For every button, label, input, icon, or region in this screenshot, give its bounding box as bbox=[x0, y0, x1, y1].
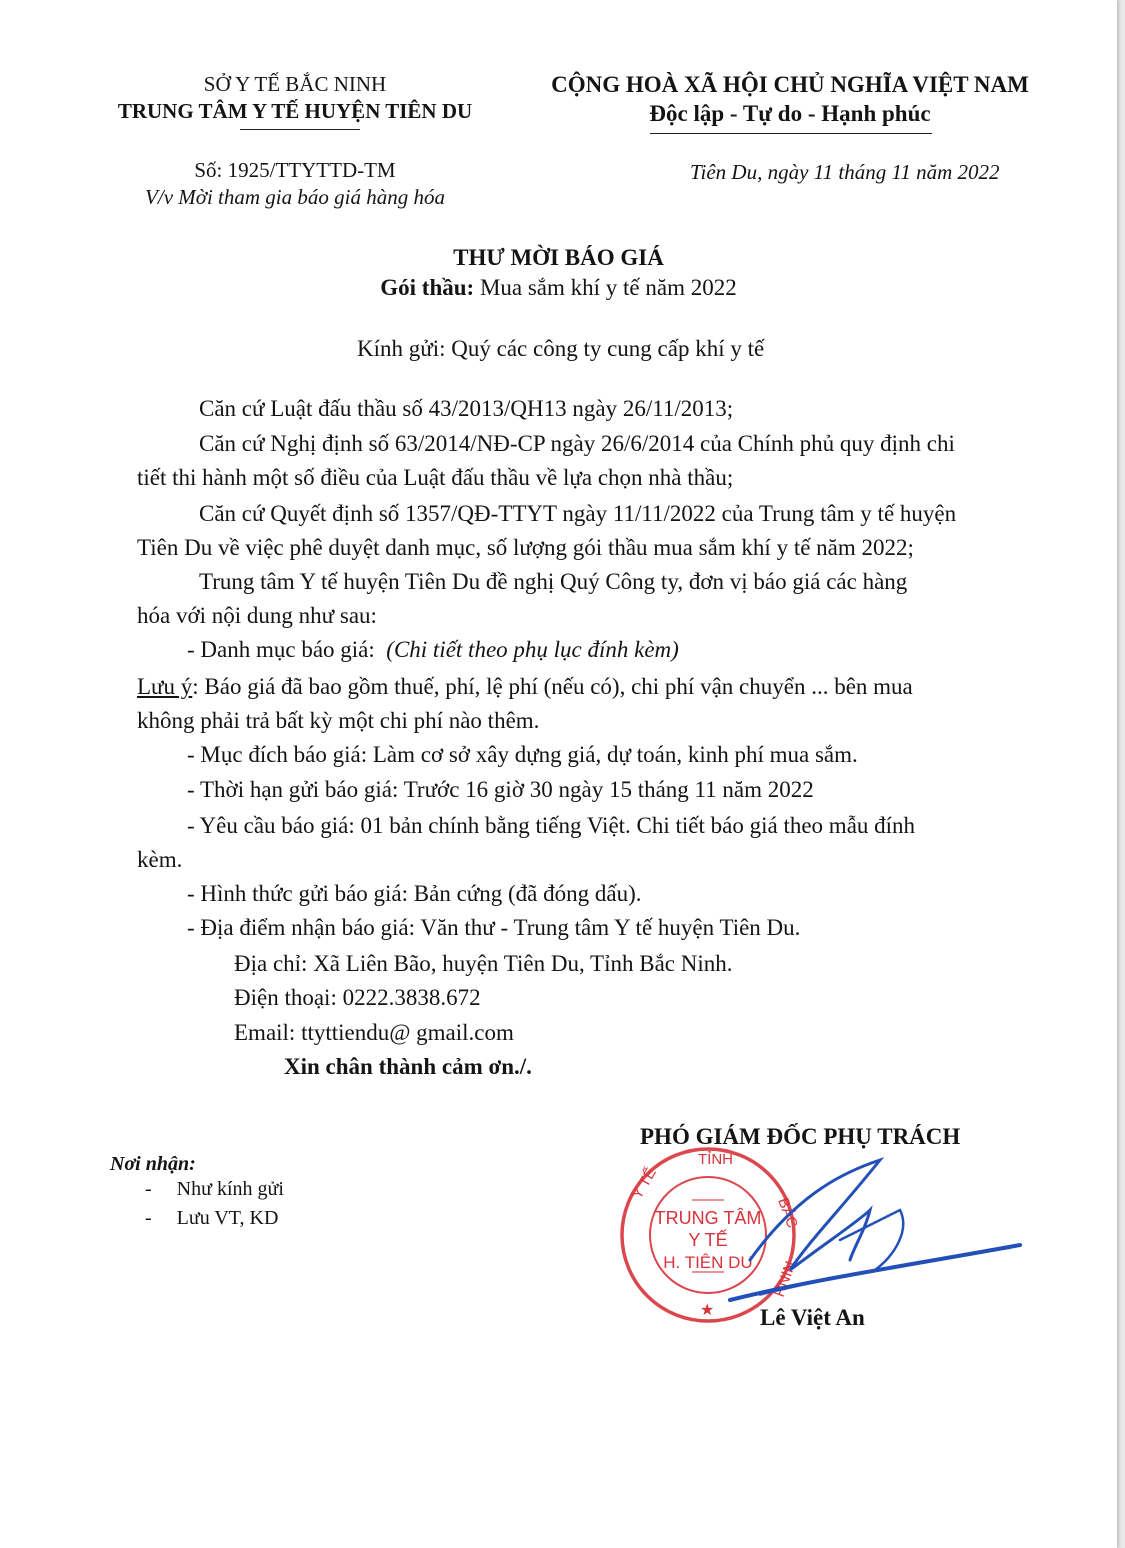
motto-underline bbox=[650, 133, 932, 134]
package-value: Mua sắm khí y tế năm 2022 bbox=[474, 275, 737, 300]
basis-2a: Căn cứ Nghị định số 63/2014/NĐ-CP ngày 26/6/2014 của Chính phủ quy định chi bbox=[199, 431, 955, 456]
signer-position: PHÓ GIÁM ĐỐC PHỤ TRÁCH bbox=[640, 1124, 961, 1149]
document-number: Số: 1925/TTYTTD-TM bbox=[194, 158, 396, 182]
list-label: - Danh mục báo giá: bbox=[187, 637, 375, 662]
svg-text:★: ★ bbox=[700, 1302, 715, 1319]
recipient-item: - Như kính gửi bbox=[145, 1178, 284, 1200]
org-parent: SỞ Y TẾ BẮC NINH bbox=[203, 72, 387, 96]
deadline-line: - Thời hạn gửi báo giá: Trước 16 giờ 30 ngày 15 tháng 11 năm 2022 bbox=[187, 777, 814, 802]
thanks-line: Xin chân thành cảm ơn./. bbox=[284, 1054, 532, 1079]
national-motto: Độc lập - Tự do - Hạnh phúc bbox=[649, 101, 931, 126]
email-line: Email: ttyttiendu@ gmail.com bbox=[234, 1020, 514, 1045]
package-line bbox=[0, 275, 1117, 301]
list-line bbox=[187, 637, 679, 663]
country-name: CỘNG HOÀ XÃ HỘI CHỦ NGHĨA VIỆT NAM bbox=[551, 72, 1029, 97]
recipient-item: - Lưu VT, KD bbox=[145, 1207, 279, 1229]
note-text-b: không phải trả bất kỳ một chi phí nào thêm. bbox=[137, 708, 540, 733]
requirement-b: kèm. bbox=[137, 847, 183, 872]
svg-text:BẮC: BẮC bbox=[774, 1195, 801, 1231]
seal-ring-text: TỈNH bbox=[698, 1151, 733, 1168]
basis-3a: Căn cứ Quyết định số 1357/QĐ-TTYT ngày 11/11/2022 của Trung tâm y tế huyện bbox=[199, 501, 957, 526]
address-line: Địa chỉ: Xã Liên Bão, huyện Tiên Du, Tỉnh Bắc Ninh. bbox=[234, 951, 733, 976]
handwritten-signature-icon bbox=[690, 1150, 1040, 1330]
requirement-a: - Yêu cầu báo giá: 01 bản chính bằng tiếng Việt. Chi tiết báo giá theo mẫu đính bbox=[187, 813, 916, 838]
recipients-label: Nơi nhận: bbox=[110, 1153, 196, 1175]
svg-text:NINH: NINH bbox=[769, 1258, 799, 1299]
location-line: - Địa điểm nhận báo giá: Văn thư - Trung tâm Y tế huyện Tiên Du. bbox=[187, 915, 801, 940]
recipient-line: Kính gửi: Quý các công ty cung cấp khí y tế bbox=[357, 336, 765, 361]
purpose-line: - Mục đích báo giá: Làm cơ sở xây dựng giá, dự toán, kinh phí mua sắm. bbox=[187, 742, 858, 767]
document-subject: V/v Mời tham gia báo giá hàng hóa bbox=[145, 185, 445, 209]
request-a: Trung tâm Y tế huyện Tiên Du đề nghị Quý Công ty, đơn vị báo giá các hàng bbox=[199, 569, 908, 594]
method-line: - Hình thức gửi báo giá: Bản cứng (đã đóng dấu). bbox=[187, 881, 642, 906]
document-title: THƯ MỜI BÁO GIÁ bbox=[453, 245, 664, 270]
seal-line-3: H. TIÊN DU bbox=[663, 1253, 753, 1272]
place-date: Tiên Du, ngày 11 tháng 11 năm 2022 bbox=[690, 160, 1000, 184]
basis-2b: tiết thi hành một số điều của Luật đấu thầu về lựa chọn nhà thầu; bbox=[137, 465, 734, 490]
note-line bbox=[137, 674, 913, 700]
org-name: TRUNG TÂM Y TẾ HUYỆN TIÊN DU bbox=[117, 99, 473, 123]
org-underline bbox=[240, 129, 360, 130]
signer-name: Lê Việt An bbox=[760, 1305, 865, 1330]
request-b: hóa với nội dung như sau: bbox=[137, 603, 377, 628]
basis-1: Căn cứ Luật đấu thầu số 43/2013/QH13 ngày 26/11/2013; bbox=[199, 396, 734, 421]
note-label: Lưu ý bbox=[137, 674, 193, 699]
seal-line-1: TRUNG TÂM bbox=[654, 1208, 762, 1228]
note-text-a: : Báo giá đã bao gồm thuế, phí, lệ phí (nếu có), chi phí vận chuyển ... bên mua bbox=[192, 674, 913, 699]
svg-text:Y TẾ: Y TẾ bbox=[628, 1165, 660, 1202]
seal-line-2: Y TẾ bbox=[688, 1230, 728, 1250]
basis-3b: Tiên Du về việc phê duyệt danh mục, số lượng gói thầu mua sắm khí y tế năm 2022; bbox=[137, 535, 914, 560]
phone-line: Điện thoại: 0222.3838.672 bbox=[234, 985, 481, 1010]
package-label: Gói thầu: bbox=[380, 275, 475, 300]
list-value: (Chi tiết theo phụ lục đính kèm) bbox=[386, 637, 679, 662]
